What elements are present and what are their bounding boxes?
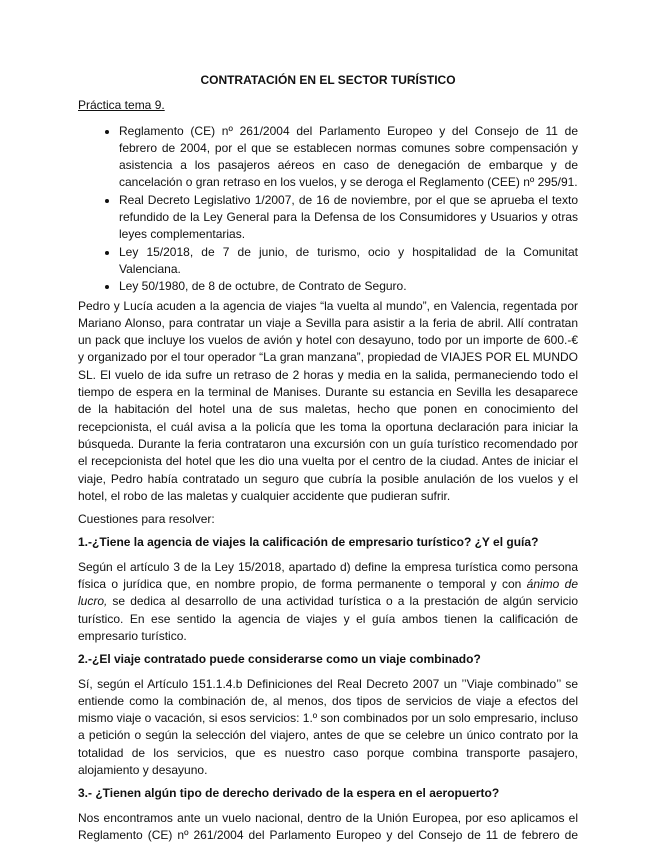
answer-1-text-before: Según el artículo 3 de la Ley 15/2018, apartado d) define la empresa turística como persona física o jurídica que, en nombre propio, de forma permanente o temporal y con: [78, 559, 578, 592]
answer-1-paragraph: [78, 559, 578, 645]
answer-1-italic-phrase: ánimo de lucro,: [78, 577, 578, 609]
document-title: CONTRATACIÓN EN EL SECTOR TURÍSTICO: [200, 73, 456, 87]
question-2-heading: 2.-¿El viaje contratado puede considerarse como un viaje combinado?: [78, 652, 481, 667]
legislation-item: • Reglamento (CE) nº 261/2004 del Parlamento Europeo y del Consejo de 11 de febrero de 2004, por el que se establecen normas comunes sobre compensación y asistencia a los pasajeros aéreos en caso de denegación de embarque y de cancelación o gran retraso en los vuelos, y se deroga el Reglamento (CEE) nº 295/91.: [119, 123, 578, 192]
practice-heading: [78, 97, 578, 114]
legislation-item: • Ley 15/2018, de 7 de junio, de turismo, ocio y hospitalidad de la Comunitat Valenciana.: [119, 244, 578, 279]
questions-intro: Cuestiones para resolver:: [78, 512, 215, 527]
practice-heading-text: Práctica tema 9.: [78, 98, 165, 113]
legislation-item: • Real Decreto Legislativo 1/2007, de 16 de noviembre, por el que se aprueba el texto refundido de la Ley General para la Defensa de los Consumidores y Usuarios y otras leyes complementarias.: [119, 192, 578, 244]
question-1-heading: 1.-¿Tiene la agencia de viajes la calificación de empresario turístico? ¿Y el guía?: [78, 535, 539, 550]
answer-3-paragraph: Nos encontramos ante un vuelo nacional, dentro de la Unión Europea, por eso aplicamos el Reglamento (CE) nº 261/2004 del Parlamento Europeo y del Consejo de 11 de febrero de: [78, 810, 578, 842]
answer-2-paragraph: Sí, según el Artículo 151.1.4.b Definiciones del Real Decreto 2007 un ’’Viaje combinado’’ se entiende como la combinación de, al menos, dos tipos de servicios de viaje a efectos del mismo viaje o vacación, si esos servicios: 1.º son combinados por un solo empresario, incluso a petición o según la selección del viajero, antes de que se celebre un único contrato por la totalidad de los servicios, que es nuestro caso porque combina transporte pasajero, alojamiento y desayuno.: [78, 676, 578, 777]
case-study-paragraph: Pedro y Lucía acuden a la agencia de viajes “la vuelta al mundo”, en Valencia, regentada por Mariano Alonso, para contratar un viaje a Sevilla para asistir a la feria de abril. Allí contratan un pack que incluye los vuelos de avión y hotel con desayuno, todo por un importe de 600.-€ y organizado por el tour operador “La gran manzana”, propiedad de VIAJES POR EL MUNDO SL. El vuelo de ida sufre un retraso de 2 horas y media en la salida, permaneciendo todo el tiempo de espera en la terminal de Manises. Durante su estancia en Sevilla les desaparece de la habitación del hotel una de sus maletas, hecho que ponen en conocimiento del recepcionista, el cuál avisa a la policía que les toma la oportuna declaración para iniciar la búsqueda. Durante la feria contrataron una excursión con un guía turístico recomendado por el recepcionista del hotel que les dio una vuelta por el centro de la ciudad. Antes de iniciar el viaje, Pedro había contratado un seguro que cubría la posible anulación de los vuelos y el hotel, el robo de las maletas y cualquier accidente que pudieran sufrir.: [78, 298, 578, 503]
legislation-item: • Ley 50/1980, de 8 de octubre, de Contrato de Seguro.: [119, 278, 578, 295]
answer-1-text-after: se dedica al desarrollo de una actividad turística o a la prestación de algún servicio turístico. En ese sentido la agencia de viajes y el guía ambos tienen la calificación de empresario turístico.: [78, 594, 578, 643]
legislation-list: [78, 123, 578, 296]
question-3-heading: 3.- ¿Tienen algún tipo de derecho derivado de la espera en el aeropuerto?: [78, 786, 500, 801]
